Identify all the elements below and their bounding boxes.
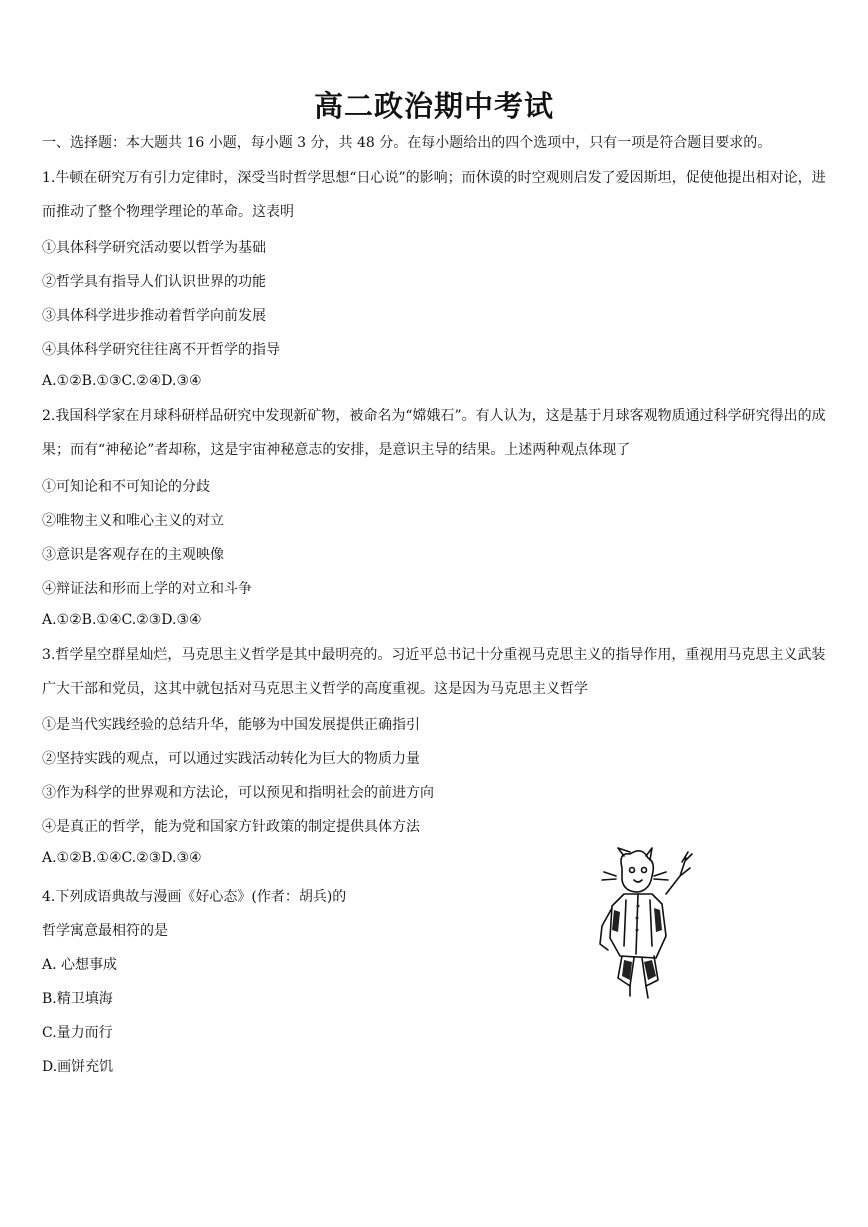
question-1-statement-3: ③具体科学进步推动着哲学向前发展	[42, 308, 266, 324]
question-1-options: A.①②B.①③C.②④D.③④	[42, 373, 202, 389]
question-1-statement-4: ④具体科学研究往往离不开哲学的指导	[42, 342, 280, 358]
question-1-statement-1: ①具体科学研究活动要以哲学为基础	[42, 240, 266, 256]
question-3-statement-4: ④是真正的哲学，能为党和国家方针政策的制定提供具体方法	[42, 819, 420, 835]
question-3-statement-1: ①是当代实践经验的总结升华，能够为中国发展提供正确指引	[42, 717, 420, 733]
question-3-options: A.①②B.①④C.②③D.③④	[42, 850, 202, 866]
question-3-stem: 3.哲学星空群星灿烂，马克思主义哲学是其中最明亮的。习近平总书记十分重视马克思主义的指导作用，重视用马克思主义武装广大干部和党员，这其中就包括对马克思主义哲学的高度重视。这是因为马克思主义哲学	[42, 647, 826, 697]
question-3-statement-2: ②坚持实践的观点，可以通过实践活动转化为巨大的物质力量	[42, 751, 420, 767]
question-2-statement-3: ③意识是客观存在的主观映像	[42, 547, 224, 563]
question-2-statement-2: ②唯物主义和唯心主义的对立	[42, 513, 224, 529]
question-2-statement-4: ④辩证法和形而上学的对立和斗争	[42, 581, 252, 597]
question-4-stem-line-2: 哲学寓意最相符的是	[42, 923, 168, 939]
question-4-stem-line-1: 4.下列成语典故与漫画《好心态》(作者：胡兵)的	[42, 889, 347, 905]
question-2-stem: 2.我国科学家在月球科研样品研究中发现新矿物，被命名为“嫦娥石”。有人认为，这是基于月球客观物质通过科学研究得出的成果；而有“神秘论”者却称，这是宇宙神秘意志的安排，是意识主导的结果。上述两种观点体现了	[42, 408, 826, 458]
question-1-statement-2: ②哲学具有指导人们认识世界的功能	[42, 274, 266, 290]
question-1-stem: 1.牛顿在研究万有引力定律时，深受当时哲学思想“日心说”的影响；而休谟的时空观则启发了爱因斯坦，促使他提出相对论，进而推动了整个物理学理论的革命。这表明	[42, 170, 826, 220]
question-4-choice-c: C.量力而行	[42, 1025, 113, 1041]
question-4-choice-a: A. 心想事成	[42, 957, 118, 973]
page-title: 高二政治期中考试	[313, 89, 554, 123]
question-2-statement-1: ①可知论和不可知论的分歧	[42, 479, 210, 495]
question-2-options: A.①②B.①④C.②③D.③④	[42, 612, 202, 628]
question-4-choice-d: D.画饼充饥	[42, 1059, 114, 1075]
section-instructions: 一、选择题：本大题共 16 小题，每小题 3 分，共 48 分。在每小题给出的四个选项中，只有一项是符合题目要求的。	[42, 135, 772, 151]
question-4-choice-b: B.精卫填海	[42, 991, 113, 1007]
cartoon-illustration	[596, 846, 700, 1002]
question-3-statement-3: ③作为科学的世界观和方法论，可以预见和指明社会的前进方向	[42, 785, 434, 801]
